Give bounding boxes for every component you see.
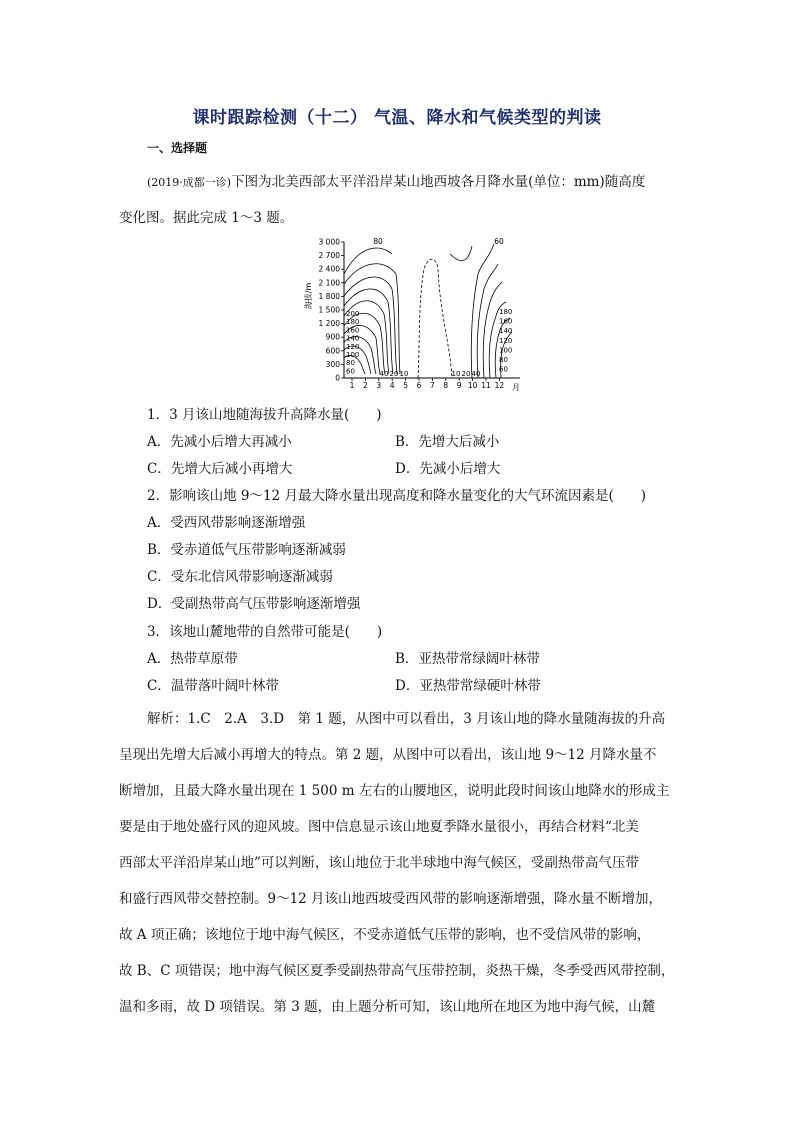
right-contour-label: 120 [499, 336, 513, 345]
x-tick-label: 2 [363, 381, 368, 390]
right-contour-labels [499, 308, 512, 374]
y-axis-label: 海拔/m [304, 282, 313, 310]
right-contour-label: 80 [499, 356, 508, 364]
x-tick-label: 1 [349, 381, 355, 390]
bottom-contour-label: 40 [379, 370, 389, 378]
left-contour-label: 180 [346, 318, 360, 327]
left-contour-label: 120 [346, 342, 360, 351]
question-2-stem: 2．影响该山地 9～12 月最大降水量出现高度和降水量变化的大气环流因素是( ) [147, 488, 646, 504]
question-1-stem: 1．3 月该山地随海拔升高降水量( ) [147, 407, 382, 423]
q3-option-a: A．热带草原带 [147, 651, 238, 667]
right-contour-label: 60 [499, 365, 508, 374]
intro-text-1: 下图为北美西部太平洋沿岸某山地西坡各月降水量(单位：mm)随高度 [231, 174, 646, 190]
answer-line-5: 西部太平洋沿岸某山地”可以判断，该山地位于北半球地中海气候区，受副热带高气压带 [119, 855, 639, 871]
y-tick-label: 300 [325, 359, 340, 369]
x-tick-label: 11 [481, 381, 491, 390]
y-tick-label: 900 [325, 332, 340, 342]
x-tick-label: 12 [494, 381, 505, 390]
intro-line-1 [147, 170, 645, 190]
y-tick-label: 2 400 [318, 264, 340, 274]
q1-option-a: A．先减小后增大再减小 [147, 434, 292, 450]
x-tick-labels [350, 378, 505, 390]
left-contour-label: 100 [346, 351, 360, 359]
intro-line-2: 变化图。据此完成 1～3 题。 [119, 210, 294, 226]
intro-source: (2019·成都一诊) [147, 176, 232, 189]
page-title: 课时跟踪检测（十二） 气温、降水和气候类型的判读 [192, 108, 602, 128]
right-contour-label: 140 [499, 327, 513, 336]
q1-option-b: B．先增大后减小 [395, 434, 500, 450]
x-tick-label: 5 [403, 381, 408, 390]
y-tick-label: 1 500 [318, 305, 340, 315]
y-tick-label: 1 800 [318, 291, 340, 301]
top-contour-label: 80 [373, 237, 383, 246]
section-heading: 一、选择题 [147, 141, 208, 155]
y-tick-label: 2 700 [318, 251, 340, 261]
answer-line-4: 要是由于地处盛行风的迎风坡。图中信息显示该山地夏季降水量很小，再结合材料“北美 [119, 819, 639, 835]
answer-line-1: 解析：1.C 2.A 3.D 第 1 题，从图中可以看出，3 月该山地的降水量随海拔的升高 [147, 711, 666, 727]
precipitation-contour-chart [300, 234, 530, 394]
y-tick-label: 1 200 [318, 319, 340, 329]
left-contour-label: 160 [346, 326, 360, 335]
x-tick-label: 7 [430, 381, 435, 390]
bottom-contour-labels [380, 370, 481, 378]
left-contour-label: 80 [346, 359, 355, 368]
bottom-contour-label: 20 [461, 370, 471, 378]
answer-line-3: 断增加，且最大降水量出现在 1 500 m 左右的山腰地区，说明此段时间该山地降水的形成主 [119, 783, 670, 799]
y-tick-label: 600 [325, 346, 340, 356]
y-tick-label: 3 000 [318, 237, 340, 247]
answer-line-2: 呈现出先增大后减小再增大的特点。第 2 题，从图中可以看出，该山地 9～12 月降水量不 [119, 747, 657, 763]
answer-line-8: 故 B、C 项错误；地中海气候区夏季受副热带高气压带控制，炎热干燥，冬季受西风带控制， [119, 963, 675, 979]
answer-line-6: 和盛行西风带交替控制。9～12 月该山地西坡受西风带的影响逐渐增强，降水量不断增加， [119, 891, 663, 907]
bottom-contour-label: 10 [399, 370, 409, 378]
x-tick-label: 6 [416, 381, 422, 390]
bottom-contour-label: 20 [389, 370, 399, 378]
answer-line-7: 故 A 项正确；该地位于地中海气候区，不受赤道低气压带的影响，也不受信风带的影响， [119, 927, 651, 943]
right-contour-label: 160 [499, 317, 513, 326]
left-contour-label: 60 [346, 367, 355, 376]
q1-option-d: D．先减小后增大 [395, 461, 501, 477]
y-tick-labels [319, 238, 344, 383]
contour-dashed-min [418, 259, 452, 378]
q2-option-d: D．受副热带高气压带影响逐渐增强 [147, 596, 361, 612]
x-axis-unit: 月 [512, 383, 520, 392]
answer-line-9: 温和多雨，故 D 项错误。第 3 题，由上题分析可知，该山地所在地区为地中海气候，山麓 [119, 999, 656, 1015]
x-tick-label: 4 [389, 381, 395, 390]
q1-option-c: C．先增大后减小再增大 [147, 461, 293, 477]
x-tick-label: 10 [467, 381, 478, 390]
left-contour-label: 200 [346, 310, 360, 318]
x-tick-label: 9 [456, 381, 462, 390]
q2-option-a: A．受西风带影响逐渐增强 [147, 515, 306, 531]
y-tick-label: 2 100 [318, 278, 340, 288]
right-contour-label: 100 [499, 346, 513, 355]
q2-option-c: C．受东北信风带影响逐渐减弱 [147, 569, 333, 585]
bottom-contour-label: 40 [471, 370, 481, 378]
q3-option-c: C．温带落叶阔叶林带 [147, 678, 279, 694]
x-tick-label: 8 [443, 381, 449, 390]
right-contour-label: 180 [499, 308, 513, 316]
q2-option-b: B．受赤道低气压带影响逐渐减弱 [147, 542, 346, 558]
left-contour-labels [346, 310, 359, 375]
top-contour-labels [373, 237, 504, 246]
x-tick-label: 3 [376, 381, 382, 390]
left-contour-label: 140 [346, 334, 360, 343]
question-3-stem: 3．该地山麓地带的自然带可能是( ) [147, 624, 383, 640]
top-contour-label: 60 [494, 237, 504, 246]
q3-option-b: B．亚热带常绿阔叶林带 [395, 651, 540, 667]
y-tick-label: 0 [335, 373, 340, 383]
bottom-contour-label: 10 [451, 370, 461, 378]
q3-option-d: D．亚热带常绿硬叶林带 [395, 678, 541, 694]
